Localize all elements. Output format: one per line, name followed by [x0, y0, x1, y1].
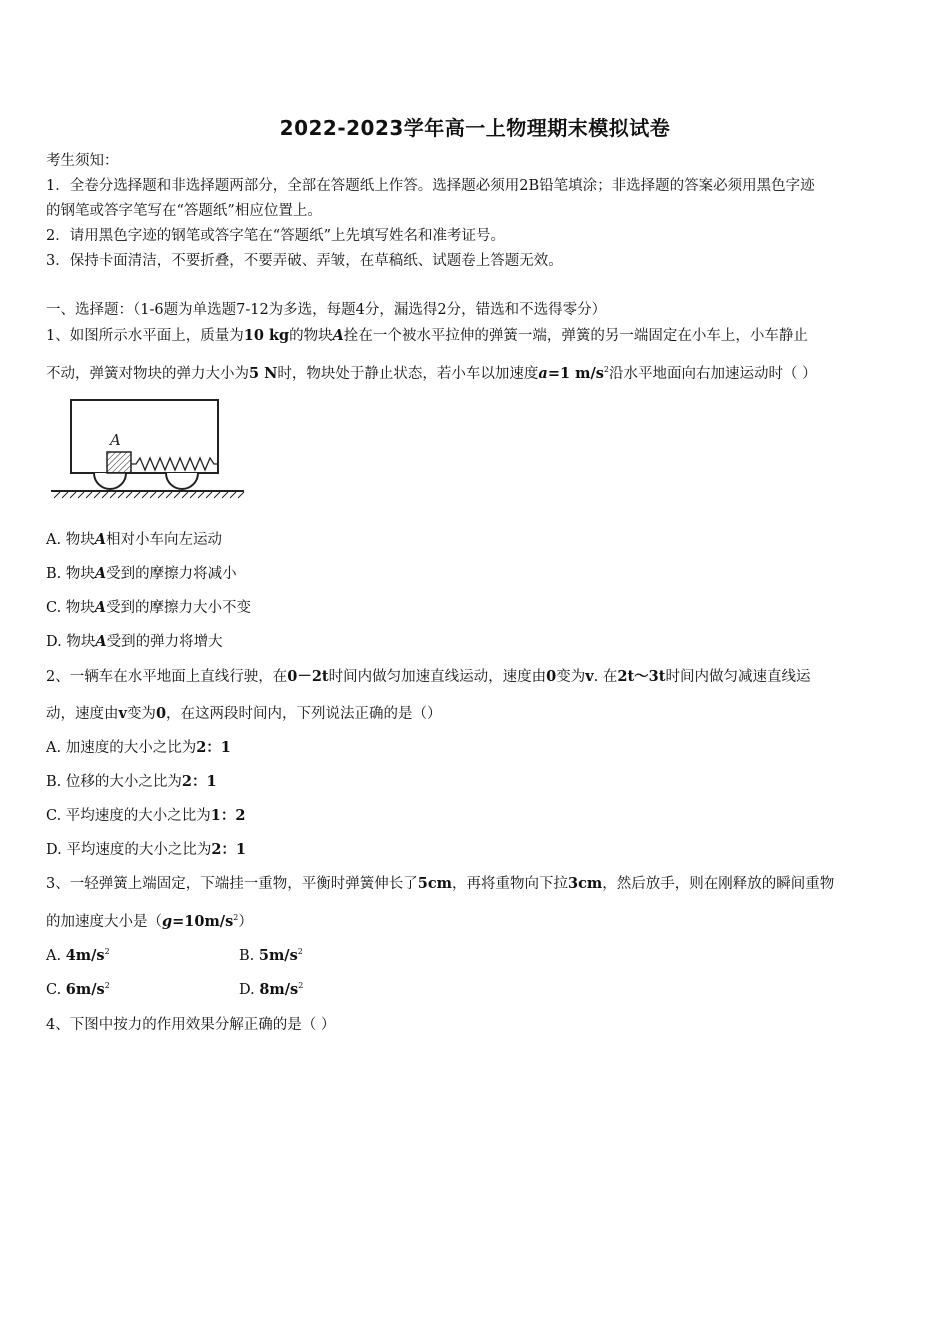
page-title: 2022-2023学年高一上物理期末模拟试卷: [279, 116, 671, 140]
notice-item-1-continued: 的钢笔或答字笔写在“答题纸”相应位置上。: [46, 203, 322, 219]
q2-option-d: D. 平均速度的大小之比为2：1: [46, 841, 247, 858]
q1-option-c: C. 物块A受到的摩擦力大小不变: [46, 599, 252, 616]
cart-diagram: [46, 397, 246, 505]
cart-spring-figure: [46, 397, 246, 505]
block-a: [107, 452, 131, 473]
q3-stem-line1: 3、一轻弹簧上端固定，下端挂一重物，平衡时弹簧伸长了5cm，再将重物向下拉3cm，然后放手，则在刚释放的瞬间重物: [46, 875, 835, 892]
ground-hatching: [54, 492, 244, 498]
q2-stem-line1: 2、一辆车在水平地面上直线行驶，在0－2t时间内做匀加速直线运动，速度由0变为v. 在2t～3t时间内做匀减速直线运: [46, 668, 811, 685]
q2-option-b: B. 位移的大小之比为2：1: [46, 773, 217, 790]
notice-item-3: 3．保持卡面清洁，不要折叠，不要弄破、弄皱，在草稿纸、试题卷上答题无效。: [46, 253, 563, 269]
notice-item-1: 1．全卷分选择题和非选择题两部分，全部在答题纸上作答。选择题必须用2B铅笔填涂；非选择题的答案必须用黑色字迹: [46, 178, 815, 194]
block-a-label: A: [110, 431, 121, 449]
q3-option-a: A. $4m/s^2$: [46, 947, 110, 964]
q3-option-c: C. $6m/s^2$: [46, 981, 110, 998]
spring: [131, 458, 218, 470]
cart-body: [71, 400, 218, 473]
q4-stem: 4、下图中按力的作用效果分解正确的是（ ）: [46, 1017, 336, 1033]
q1-option-b: B. 物块A受到的摩擦力将减小: [46, 565, 237, 582]
q1-stem-line2: 不动，弹簧对物块的弹力大小为5 N时，物块处于静止状态，若小车以加速度a=1 $m/s^2$沿水平地面向右加速运动时（ ）: [46, 365, 817, 382]
q2-option-a: A. 加速度的大小之比为2：1: [46, 739, 231, 756]
q2-option-c: C. 平均速度的大小之比为1：2: [46, 807, 246, 824]
q1-option-a: A. 物块A相对小车向左运动: [46, 531, 222, 548]
q1-option-d: D. 物块A受到的弹力将增大: [46, 633, 223, 650]
q1-stem-line1: 1、如图所示水平面上，质量为10 kg的物块A拴在一个被水平拉伸的弹簧一端，弹簧的另一端固定在小车上，小车静止: [46, 327, 808, 344]
cart-wheel-right: [166, 473, 198, 489]
notice-header: 考生须知：: [46, 153, 119, 169]
q2-stem-line2: 动，速度由v变为0，在这两段时间内，下列说法正确的是（）: [46, 705, 442, 722]
q3-option-b: B. $5m/s^2$: [239, 947, 303, 964]
section-heading: 一、选择题：（1-6题为单选题7-12为多选，每题4分，漏选得2分，错选和不选得零分）: [46, 302, 607, 318]
q3-stem-line2: 的加速度大小是$(g=10m/s^2)$: [46, 913, 253, 930]
notice-item-2: 2．请用黑色字迹的钢笔或答字笔在“答题纸”上先填写姓名和准考证号。: [46, 228, 506, 244]
q3-option-d: D. $8m/s^2$: [239, 981, 304, 998]
cart-wheel-left: [94, 473, 126, 489]
